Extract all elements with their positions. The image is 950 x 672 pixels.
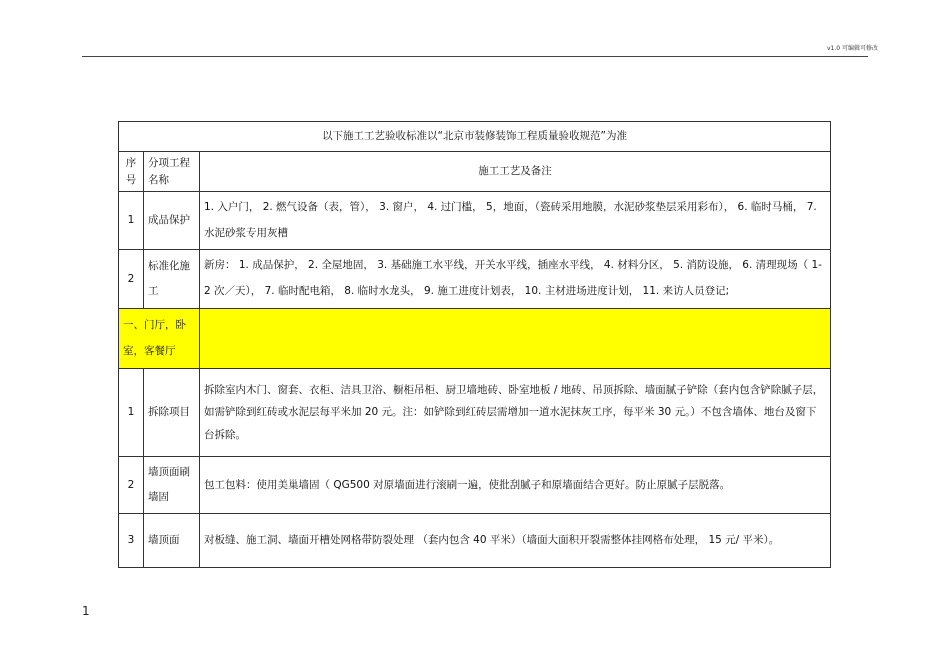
row-description: 包工包料：使用美巢墙固（ QG500 对原墙面进行滚刷一遍，使批刮腻子和原墙面结合更好。防止原腻子层脱落。	[200, 457, 831, 514]
row-description: 拆除室内木门、窗套、衣柜、洁具卫浴、橱柜吊柜、厨卫墙地砖、卧室地板 / 地砖、吊顶拆除、墙面腻子铲除（套内包含铲除腻子层，如需铲除到红砖或水泥层每平米加 20 元。注：如铲除到红砖层需增加一道水泥抹灰工序，每平米 30 元。）不包含墙体、地台及窗下台拆除。	[200, 369, 831, 457]
row-item-name: 拆除项目	[144, 369, 200, 457]
section-row	[119, 309, 831, 369]
page-number: 1	[82, 604, 90, 618]
column-header-no: 序号	[119, 152, 144, 192]
row-description: 1. 入户门， 2. 燃气设备（表，管）， 3. 窗户， 4. 过门槛， 5，地面，（瓷砖采用地膜，水泥砂浆垫层采用彩布）， 6. 临时马桶， 7. 水泥砂浆专用灰槽	[200, 192, 831, 250]
row-item-name: 墙顶面	[144, 514, 200, 568]
table-title: 以下施工工艺验收标准以“北京市装修装饰工程质量验收规范”为准	[119, 122, 831, 152]
construction-standards-table	[118, 121, 831, 568]
table-row	[119, 457, 831, 514]
column-header-item: 分项工程名称	[144, 152, 200, 192]
section-title: 一、门厅，卧室，客餐厅	[119, 309, 200, 369]
header-rule	[82, 56, 868, 57]
table-row	[119, 192, 831, 250]
row-description: 新房： 1. 成品保护， 2. 全屋地固， 3. 基础施工水平线，开关水平线，插座水平线， 4. 材料分区， 5. 消防设施， 6. 清理现场（ 1-2 次／天）， 7. 临时配电箱， 8. 临时水龙头， 9. 施工进度计划表， 10. 主材进场进度计划， 11. 来访人员登记;	[200, 250, 831, 309]
row-item-name: 成品保护	[144, 192, 200, 250]
row-number: 3	[119, 514, 144, 568]
row-item-name: 墙顶面刷墙固	[144, 457, 200, 514]
table-row	[119, 514, 831, 568]
column-header-desc: 施工工艺及备注	[200, 152, 831, 192]
section-empty-cell	[200, 309, 831, 369]
row-number: 2	[119, 250, 144, 309]
row-number: 1	[119, 192, 144, 250]
table-title-row	[119, 122, 831, 152]
row-number: 1	[119, 369, 144, 457]
row-description: 对板缝、施工洞、墙面开槽处网格带防裂处理 （套内包含 40 平米）（墙面大面积开裂需整体挂网格布处理， 15 元/ 平米）。	[200, 514, 831, 568]
table-header-row	[119, 152, 831, 192]
row-item-name: 标准化施工	[144, 250, 200, 309]
header-note: v1.0 可编辑可修改	[826, 45, 878, 52]
table-row	[119, 250, 831, 309]
table-row	[119, 369, 831, 457]
row-number: 2	[119, 457, 144, 514]
